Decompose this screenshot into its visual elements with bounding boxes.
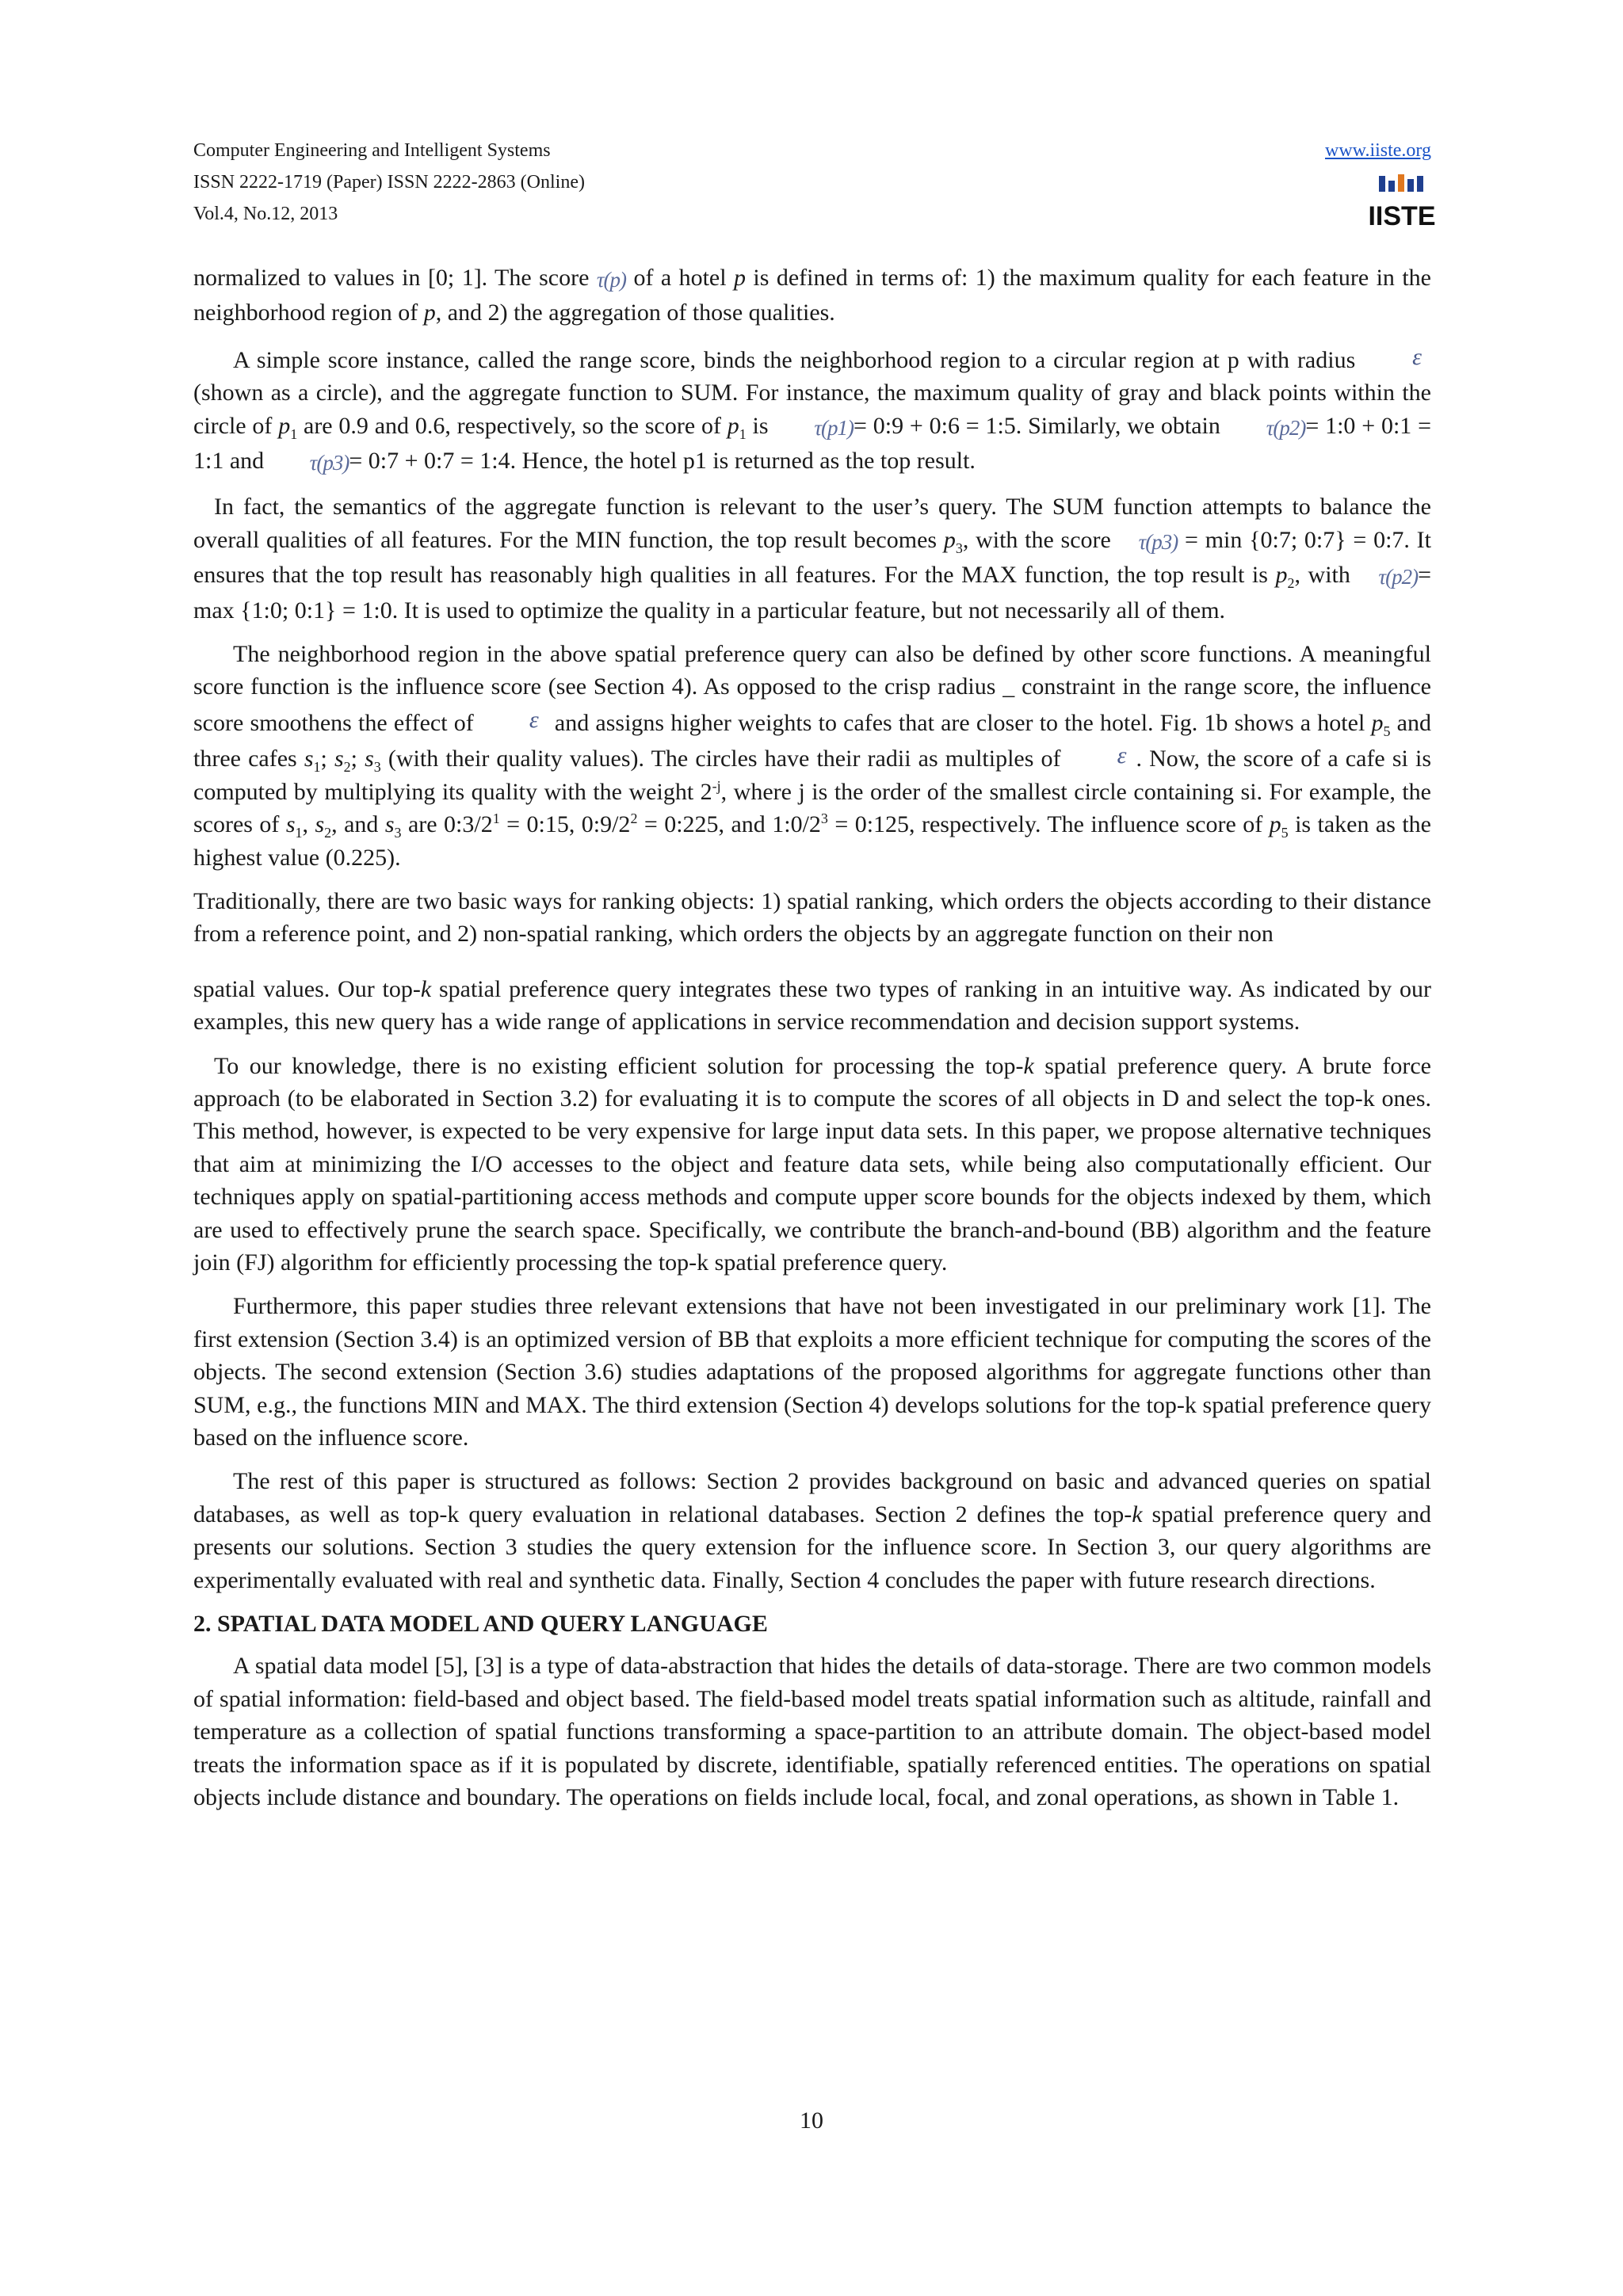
tau-p2-formula: τ(p2): [1378, 565, 1419, 589]
tau-p-formula: τ(p): [596, 268, 627, 292]
tau-p2-formula: τ(p2): [1266, 415, 1306, 440]
section-heading: 2. SPATIAL DATA MODEL AND QUERY LANGUAGE: [193, 1611, 768, 1638]
paragraph: A spatial data model [5], [3] is a type of data-abstraction that hides the details of data-storage. There are two common models of spatial information: field-based and object based. The field-based model treats spatial information such as altitude, rainfall and temperature as a collection of spatial functions transforming a space-partition to an attribute domain. The object-based model treats the information space as if it is populated by discrete, identifiable, spatially referenced entities. The operations on spatial objects include distance and boundary. The operations on fields include local, focal, and zonal operations, as shown in Table 1.: [193, 1653, 1431, 1811]
epsilon-symbol: ε: [529, 706, 539, 733]
paragraph: The neighborhood region in the above spatial preference query can also be defined by other score functions. A meaningful score function is the influence score (see Section 4). As opposed to the crisp radius _ constraint in the range score, the influence score smoothens the effect of ε and assigns higher weights to cafes that are closer to the hotel. Fig. 1b shows a hotel $p_5$ and three cafes $s_1$; $s_2$; $s_3$ (with their quality values). The circles have their radii as multiples of ε . Now, the score of a cafe si is computed by multiplying its quality with the weight $2^{-j}$, where j is the order of the smallest circle containing si. For example, the scores of $s_1$, $s_2$, and $s_3$ are $0:3/2^1$ = 0:15, $0:9/2^2$ = 0:225, and $1:0/2^3$ = 0:125, respectively. The influence score of $p_5$ is taken as the highest value (0.225).: [193, 641, 1431, 871]
volume-line: Vol.4, No.12, 2013: [193, 204, 338, 224]
paragraph: normalized to values in [0; 1]. The score τ(p) of a hotel p is defined in terms of: 1) the maximum quality for each feature in the neighborhood region of p, and 2) the aggregation of those qualities.: [193, 265, 1431, 326]
journal-name: Computer Engineering and Intelligent Systems: [193, 140, 551, 161]
tau-p3-formula: τ(p3): [309, 451, 349, 475]
page-number: 10: [800, 2107, 823, 2134]
epsilon-symbol: ε: [1412, 343, 1422, 370]
logo-text: IISTE: [1368, 201, 1436, 231]
tau-p3-formula: τ(p3): [1138, 529, 1178, 554]
paragraph: spatial values. Our top-k spatial preference query integrates these two types of ranking in an intuitive way. As indicated by our examples, this new query has a wide range of applications in service recommendation and decision support systems.: [193, 975, 1431, 1035]
tau-p1-formula: τ(p1): [814, 415, 854, 440]
paragraph: Traditionally, there are two basic ways for ranking objects: 1) spatial ranking, which orders the objects according to their distance from a reference point, and 2) non-spatial ranking, which orders the objects by an aggregate function on their non: [193, 887, 1431, 948]
issn-line: ISSN 2222-1719 (Paper) ISSN 2222-2863 (Online): [193, 172, 585, 193]
paragraph: To our knowledge, there is no existing efficient solution for processing the top-k spatial preference query. A brute force approach (to be elaborated in Section 3.2) for evaluating it is to compute the scores of all objects in D and select the top-k ones. This method, however, is expected to be very expensive for large input data sets. In this paper, we propose alternative techniques that aim at minimizing the I/O accesses to the object and feature data sets, while being also computationally efficient. Our techniques apply on spatial-partitioning access methods and compute upper score bounds for the objects indexed by them, which are used to effectively prune the search space. Specifically, we contribute the branch-and-bound (BB) algorithm and the feature join (FJ) algorithm for efficiently processing the top-k spatial preference query.: [193, 1052, 1431, 1276]
paragraph: A simple score instance, called the range score, binds the neighborhood region to a circular region at p with radius ε (shown as a circle), and the aggregate function to SUM. For instance, the maximum quality of gray and black points within the circle of $p_1$ are 0.9 and 0.6, respectively, so the score of $p_1$ is τ(p1)= 0:9 + 0:6 = 1:5. Similarly, we obtain τ(p2)= 1:0 + 0:1 = 1:1 and τ(p3)= 0:7 + 0:7 = 1:4. Hence, the hotel p1 is returned as the top result.: [193, 341, 1431, 480]
page-header: [193, 135, 1436, 238]
iiste-logo: [1368, 173, 1436, 231]
paragraph: Furthermore, this paper studies three relevant extensions that have not been investigated in our preliminary work [1]. The first extension (Section 3.4) is an optimized version of BB that exploits a more efficient technique for computing the scores of the objects. The second extension (Section 3.6) studies adaptations of the proposed algorithms for aggregate functions other than SUM, e.g., the functions MIN and MAX. The third extension (Section 4) develops solutions for the top-k spatial preference query based on the influence score.: [193, 1293, 1431, 1451]
paragraph: The rest of this paper is structured as follows: Section 2 provides background on basic and advanced queries on spatial databases, as well as top-k query evaluation in relational databases. Section 2 defines the top-k spatial preference query and presents our solutions. Section 3 studies the query extension for the influence score. In Section 3, our query algorithms are experimentally evaluated with real and synthetic data. Finally, Section 4 concludes the paper with future research directions.: [193, 1468, 1431, 1593]
page-body: [193, 261, 1431, 1825]
journal-url-link[interactable]: www.iiste.org: [1325, 140, 1431, 161]
epsilon-symbol: ε: [1117, 742, 1127, 769]
paragraph: In fact, the semantics of the aggregate function is relevant to the user’s query. The SUM function attempts to balance the overall qualities of all features. For the MIN function, the top result becomes $p_3$, with the score τ(p3) = min {0:7; 0:7} = 0:7. It ensures that the top result has reasonably high qualities in all features. For the MAX function, the top result is $p_2$, with τ(p2)= max {1:0; 0:1} = 1:0. It is used to optimize the quality in a particular feature, but not necessarily all of them.: [193, 494, 1431, 624]
